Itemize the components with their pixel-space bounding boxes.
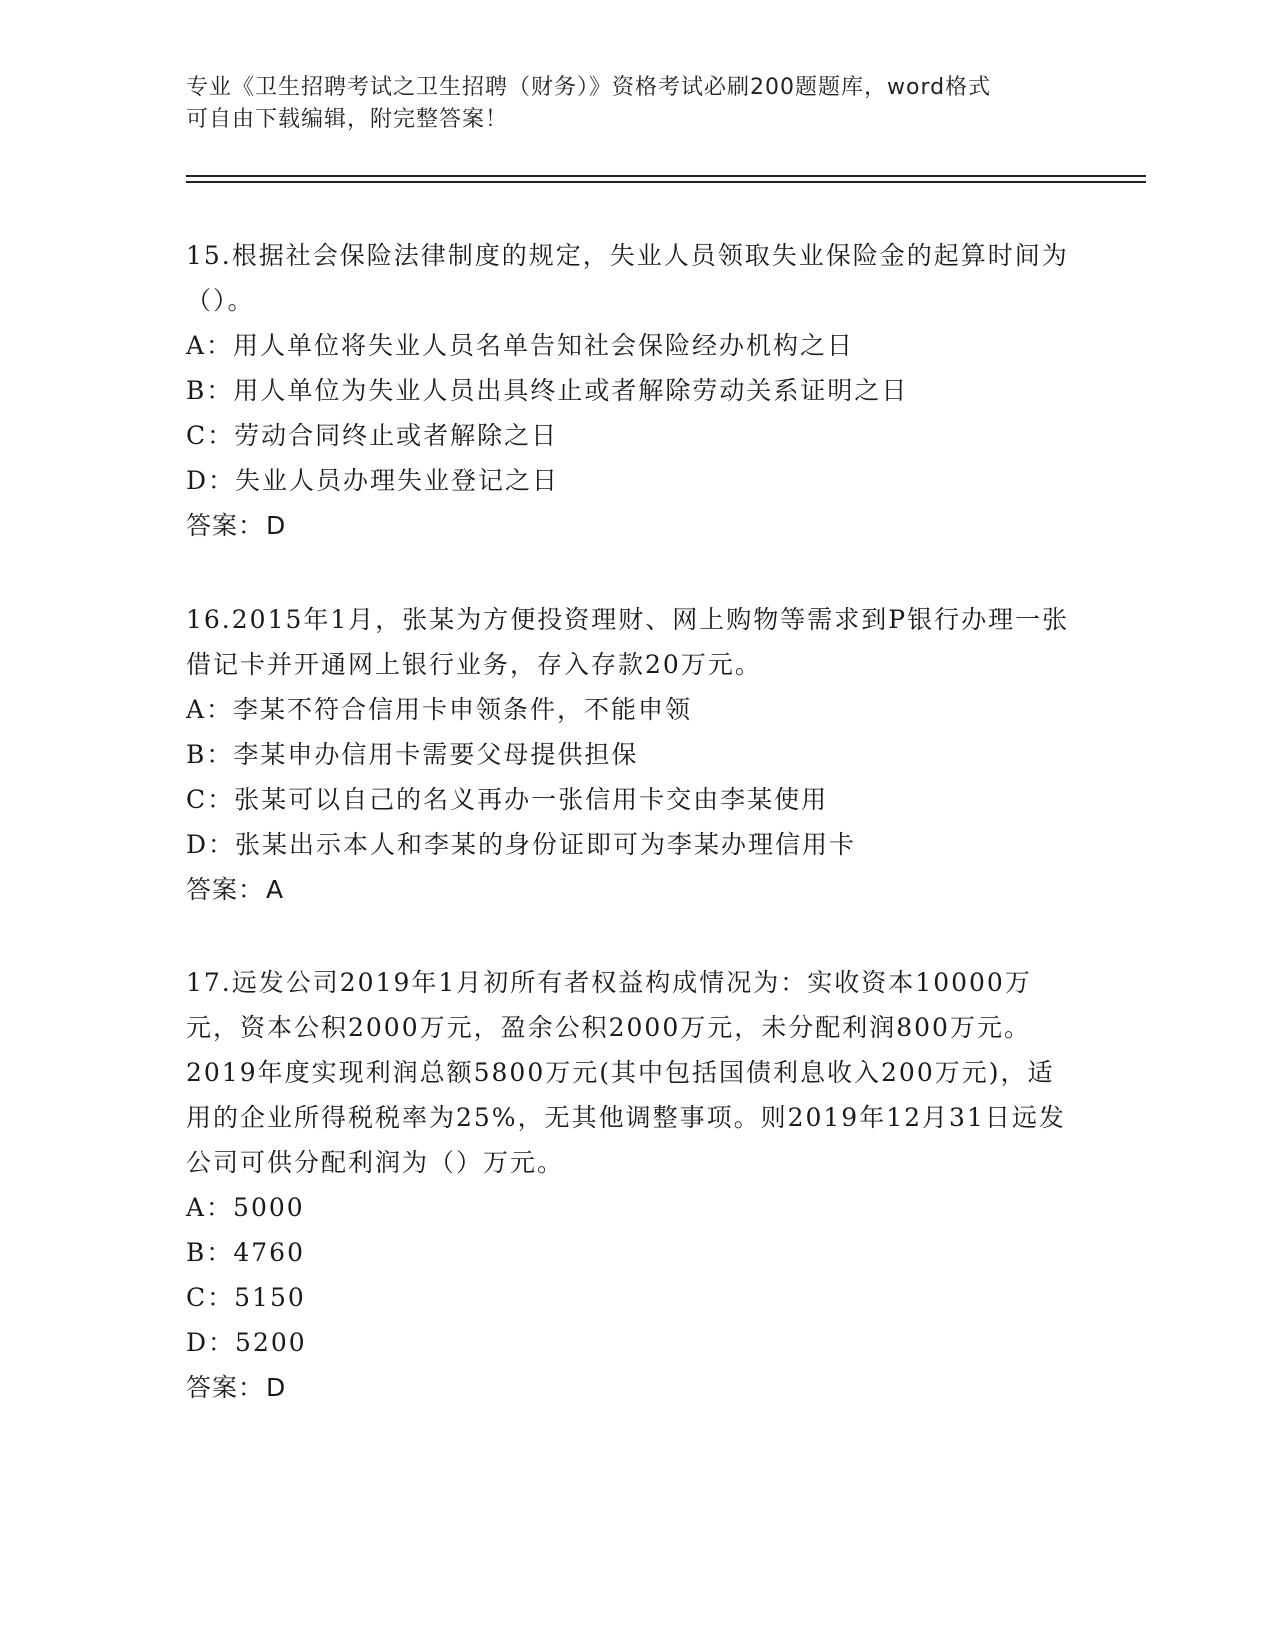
- answer-label: 答案：: [186, 875, 265, 904]
- option-b: B：4760: [186, 1238, 305, 1267]
- answer-value: A: [266, 875, 285, 904]
- option-c: C：5150: [186, 1283, 306, 1312]
- answer-line: [186, 1365, 1076, 1410]
- answer-line: [186, 503, 1076, 548]
- option-a: A：李某不符合信用卡申领条件，不能申领: [186, 695, 693, 724]
- option-d: D：5200: [186, 1328, 307, 1357]
- answer-value: D: [266, 511, 287, 540]
- option-d: D：失业人员办理失业登记之日: [186, 466, 560, 495]
- option-a: A：5000: [186, 1193, 305, 1222]
- header-divider-bottom: [186, 181, 1146, 183]
- answer-label: 答案：: [186, 511, 265, 540]
- header-divider-top: [186, 175, 1146, 177]
- question-16: [186, 597, 1076, 912]
- option-a: A：用人单位将失业人员名单告知社会保险经办机构之日: [186, 331, 855, 360]
- question-stem: 16.2015年1月，张某为方便投资理财、网上购物等需求到P银行办理一张借记卡并开通网上银行业务，存入存款20万元。: [186, 605, 1070, 679]
- question-15: [186, 233, 1076, 548]
- question-17: [186, 960, 1076, 1410]
- header-title-line-2: 可自由下载编辑，附完整答案！: [186, 107, 509, 132]
- option-b: B：李某申办信用卡需要父母提供担保: [186, 740, 639, 769]
- header-title-line-1: 专业《卫生招聘考试之卫生招聘（财务）》资格考试必刷200题题库，word格式: [186, 75, 992, 100]
- answer-label: 答案：: [186, 1373, 265, 1402]
- option-d: D：张某出示本人和李某的身份证即可为李某办理信用卡: [186, 830, 857, 859]
- document-header: [186, 72, 1066, 136]
- option-c: C：劳动合同终止或者解除之日: [186, 421, 559, 450]
- question-stem: 17.远发公司2019年1月初所有者权益构成情况为：实收资本10000万元，资本公积2000万元，盈余公积2000万元，未分配利润800万元。2019年度实现利润总额5800万元(其中包括国债利息收入200万元)，适用的企业所得税税率为25%，无其他调整事项。则2019年12月31日远发公司可供分配利润为（）万元。: [186, 968, 1066, 1177]
- option-c: C：张某可以自己的名义再办一张信用卡交由李某使用: [186, 785, 829, 814]
- answer-line: [186, 867, 1076, 912]
- option-b: B：用人单位为失业人员出具终止或者解除劳动关系证明之日: [186, 376, 909, 405]
- question-stem: 15.根据社会保险法律制度的规定，失业人员领取失业保险金的起算时间为（）。: [186, 241, 1069, 315]
- answer-value: D: [266, 1373, 287, 1402]
